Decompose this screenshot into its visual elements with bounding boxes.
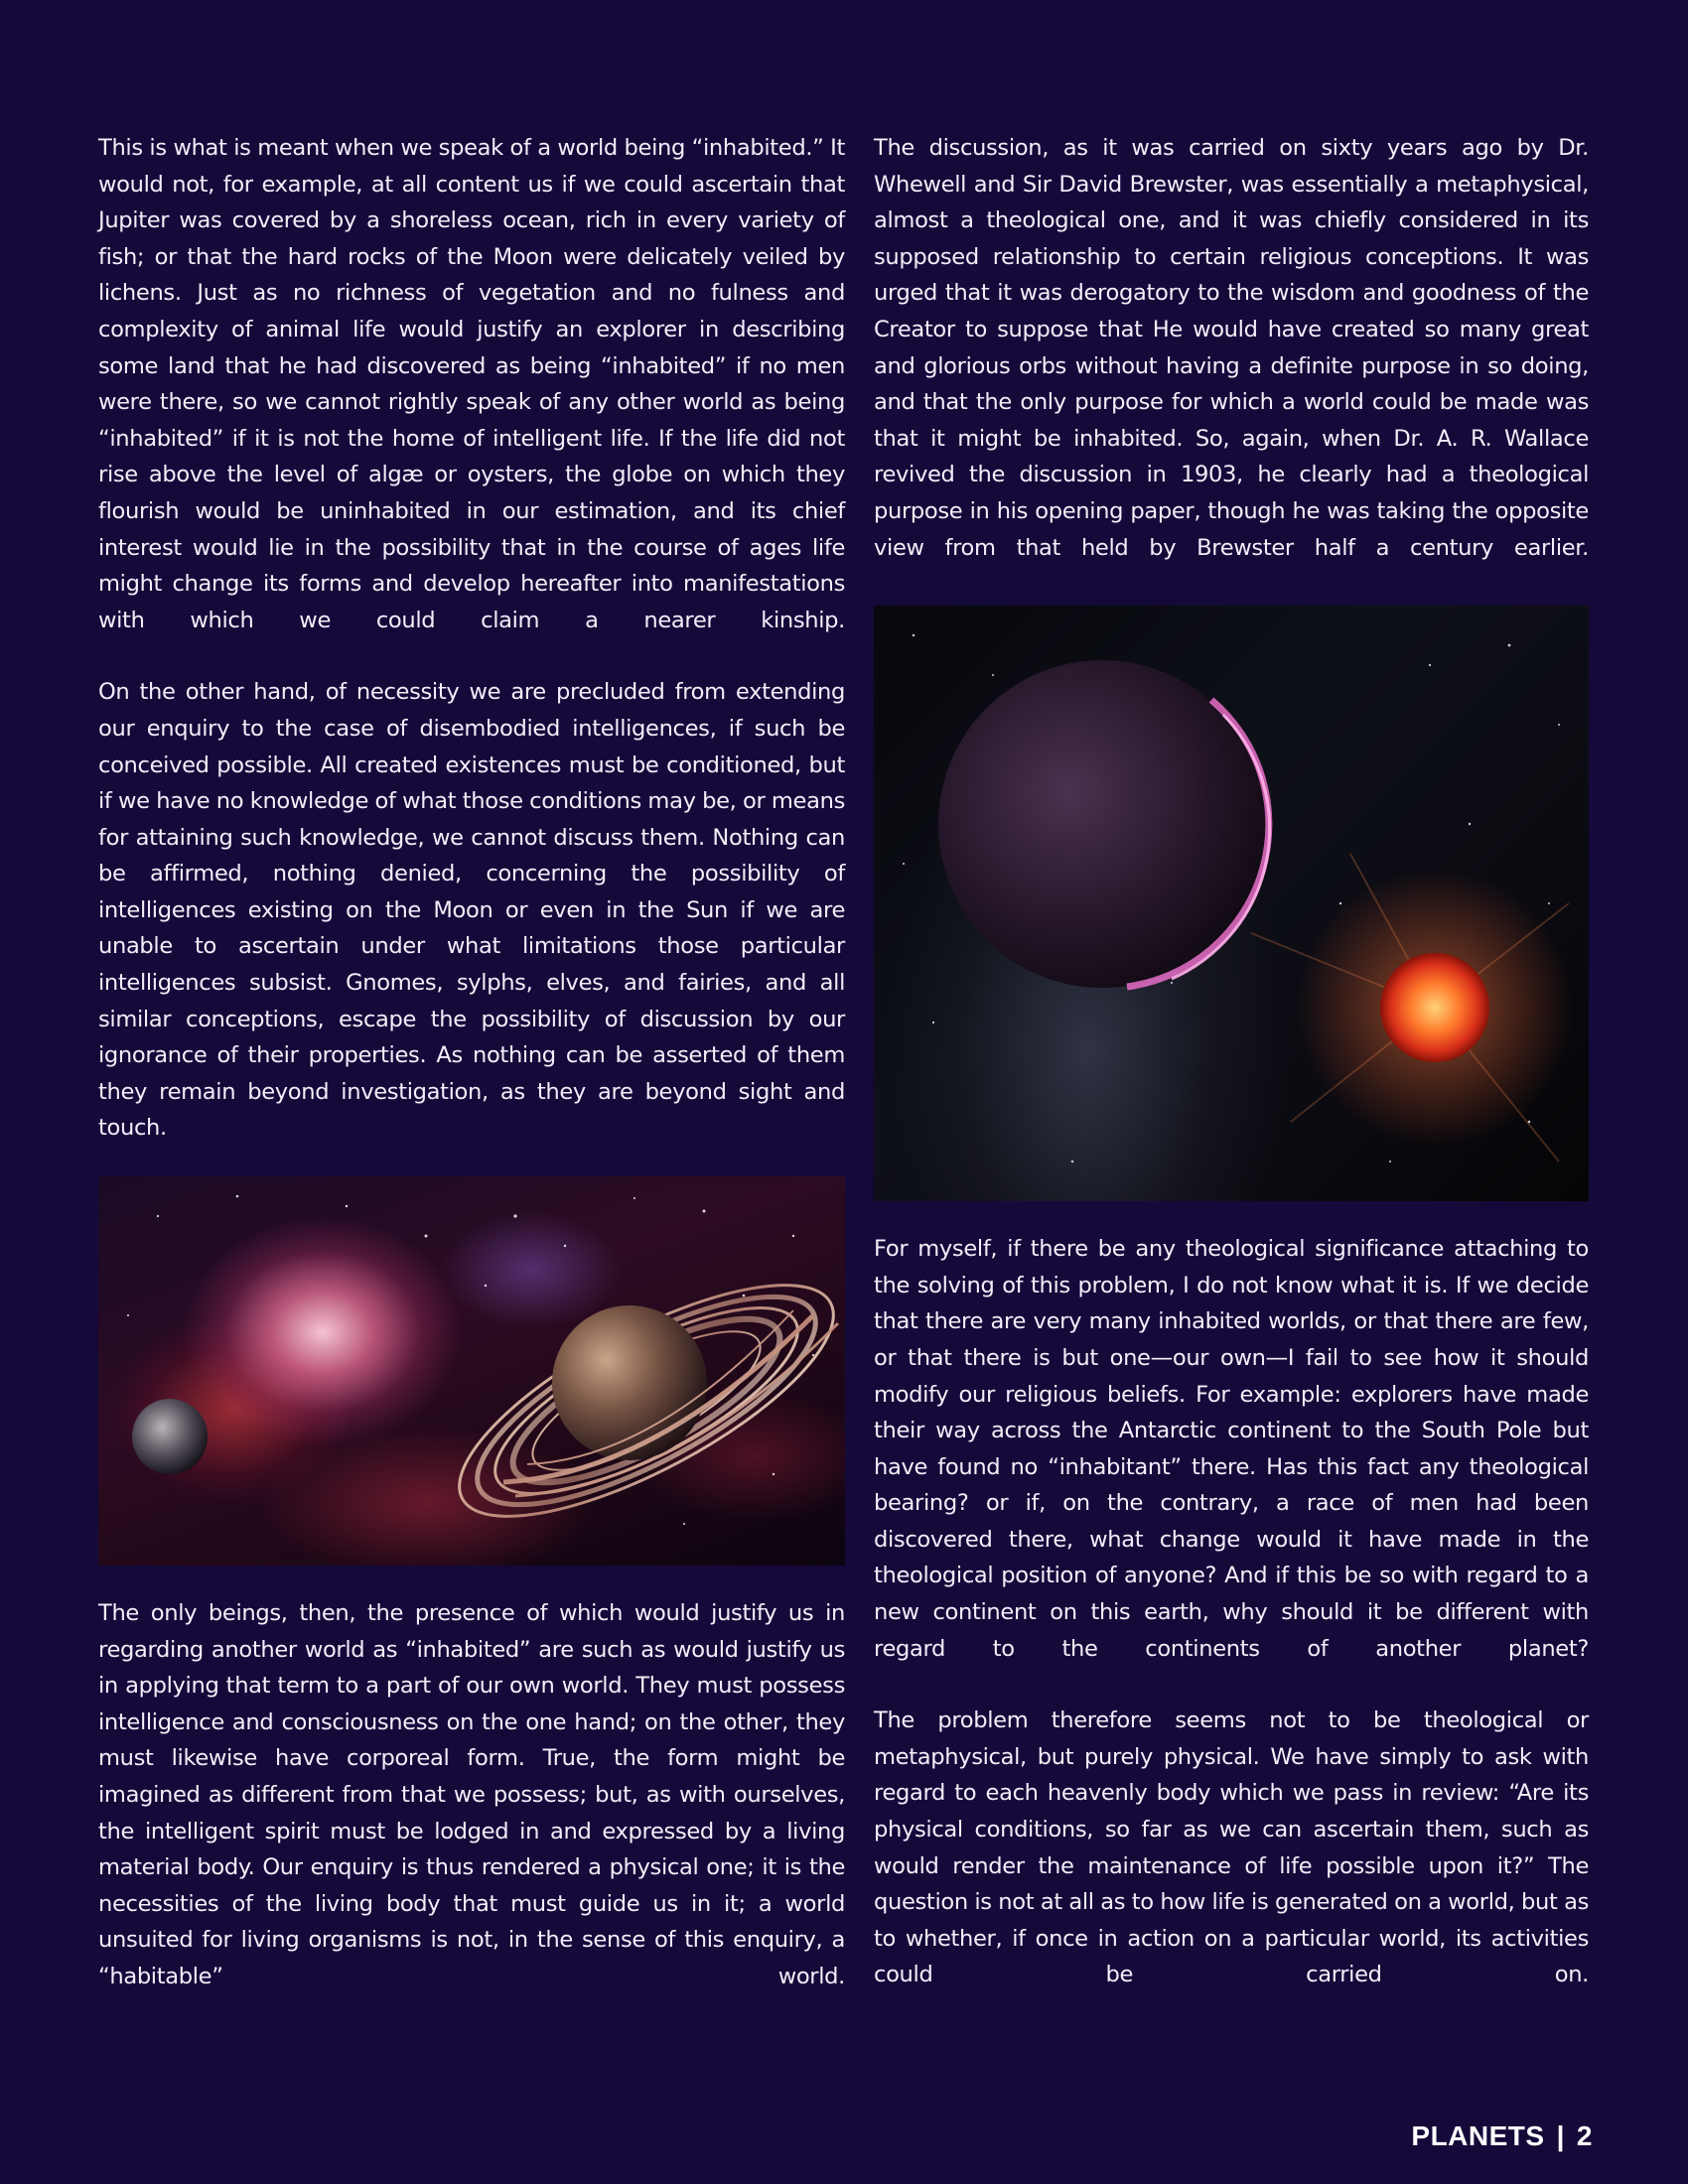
page-footer <box>1411 2120 1593 2152</box>
ringed-planet-illustration <box>98 1176 845 1566</box>
body-paragraph: The problem therefore seems not to be theological or metaphysical, but purely physical. We have simply to ask with regard to each heavenly body which we pass in review: “Are its physical conditions, so far as we can ascertain them, such as would render the maintenance of life possible upon it?” The question is not at all as to how life is generated on a world, but as to whether, if once in action on a particular world, its activities could be carried on. <box>874 1707 1589 1988</box>
body-paragraph: On the other hand, of necessity we are precluded from extending our enquiry to the case of disembodied intelligences, if such be conceived possible. All created existences must be conditioned, but if we have no knowledge of what those conditions may be, or means for attaining such knowledge, we cannot discuss them. Nothing can be affirmed, nothing denied, concerning the possibility of intelligences existing on the Moon or even in the Sun if we are unable to ascertain under what limitations those particular intelligences subsist. Gnomes, sylphs, elves, and fairies, and all similar conceptions, escape the possibility of discussion by our ignorance of their properties. As nothing can be asserted of them they remain beyond investigation, as they are beyond sight and touch. <box>98 679 845 1142</box>
body-paragraph: For myself, if there be any theological significance attaching to the solving of this problem, I do not know what it is. If we decide that there are very many inhabited worlds, or that there are few, or that there is but one—our own—I fail to see how it should modify our religious beliefs. For example: explorers have made their way across the Antarctic continent to the South Pole but have found no “inhabitant” there. Has this fact any theological bearing? or if, on the contrary, a race of men had been discovered there, what change would it have made in the theological position of anyone? And if this be so with regard to a new continent on this earth, why should it be different with regard to the continents of another planet? <box>874 1236 1589 1662</box>
body-paragraph: The only beings, then, the presence of which would justify us in regarding another world as “inhabited” are such as would justify us in applying that term to a part of our own world. They must possess intelligence and consciousness on the one hand; on the other, they must likewise have corporeal form. True, the form might be imagined as different from that we possess; but, as with ourselves, the intelligent spirit must be lodged in and expressed by a living material body. Our enquiry is thus rendered a physical one; it is the necessities of the living body that must guide us in it; a world unsuited for living organisms is not, in the sense of this enquiry, a “habitable” world. <box>98 1600 845 1989</box>
page-number: 2 <box>1576 2120 1593 2151</box>
left-column <box>98 130 845 1995</box>
body-paragraph: This is what is meant when we speak of a world being “inhabited.” It would not, for example, at all content us if we could ascertain that Jupiter was covered by a shoreless ocean, rich in every variety of fish; or that the hard rocks of the Moon were delicately veiled by lichens. Just as no richness of vegetation and no fulness and complexity of animal life would justify an explorer in describing some land that he had discovered as being “inhabited” if no men were there, so we cannot rightly speak of any other world as being “inhabited” if it is not the home of intelligent life. If the life did not rise above the level of algæ or oysters, the globe on which they flourish would be uninhabited in our estimation, and its chief interest would lie in the possibility that in the course of ages life might change its forms and develop hereafter into manifestations with which we could claim a nearer kinship. <box>98 135 845 633</box>
ringed-planet-image <box>98 1176 845 1566</box>
footer-separator: | <box>1556 2120 1565 2151</box>
exoplanet-illustration <box>874 606 1589 1201</box>
right-column <box>874 130 1589 1993</box>
section-title: PLANETS <box>1411 2120 1545 2151</box>
body-paragraph: The discussion, as it was carried on sixty years ago by Dr. Whewell and Sir David Brewster, was essentially a metaphysical, almost a theological one, and it was chiefly considered in its supposed relationship to certain religious conceptions. It was urged that it was derogatory to the wisdom and goodness of the Creator to suppose that He would have created so many great and glorious orbs without having a definite purpose in so doing, and that the only purpose for which a world could be made was that it might be inhabited. So, again, when Dr. A. R. Wallace revived the discussion in 1903, he clearly had a theological purpose in his opening paper, though he was taking the opposite view from that held by Brewster half a century earlier. <box>874 135 1589 561</box>
exoplanet-image <box>874 606 1589 1201</box>
